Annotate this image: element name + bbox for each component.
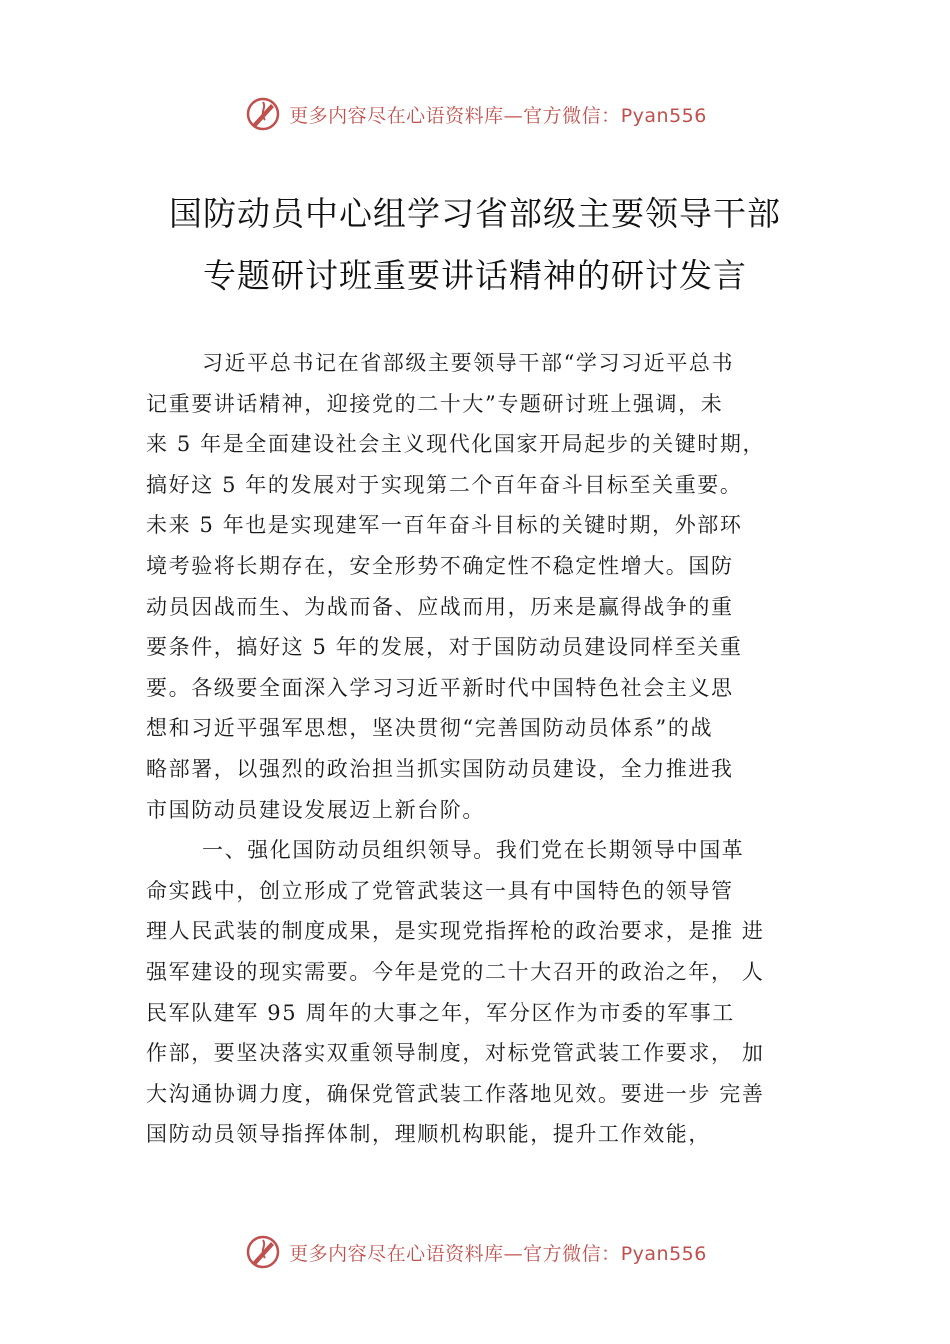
paragraph-line: 作部，要坚决落实双重领导制度，对标党管武装工作要求， 加	[146, 1041, 765, 1066]
paragraph-line: 大沟通协调力度，确保党管武装工作落地见效。要进一步 完善	[146, 1081, 765, 1106]
wechat-id: Pyan556	[620, 104, 707, 127]
paragraph-line: 动员因战而生、为战而备、应战而用，历来是赢得战争的重	[146, 594, 734, 619]
paragraph-line: 记重要讲话精神，迎接党的二十大”专题研讨班上强调，未	[146, 391, 724, 416]
paragraph-line: 习近平总书记在省部级主要领导干部“学习习近平总书	[202, 351, 735, 375]
paragraph-line: 境考验将长期存在，安全形势不确定性不稳定性增大。国防	[146, 553, 734, 578]
paragraph-line: 要条件，搞好这 5 年的发展，对于国防动员建设同样至关重	[146, 635, 743, 660]
paragraph-line: 要。各级要全面深入学习习近平新时代中国特色社会主义思	[146, 675, 734, 700]
paragraph-line: 市国防动员建设发展迈上新台阶。	[146, 797, 485, 822]
paragraph-line: 想和习近平强军思想，坚决贯彻“完善国防动员体系”的战	[146, 716, 714, 741]
paragraph-line: 命实践中，创立形成了党管武装这一具有中国特色的领导管	[146, 878, 734, 903]
wechat-id: Pyan556	[620, 1242, 707, 1265]
page-title-line-2: 专题研讨班重要讲话精神的研讨发言	[203, 256, 747, 295]
paragraph-line: 略部署，以强烈的政治担当抓实国防动员建设，全力推进我	[146, 756, 734, 781]
banner-text: 更多内容尽在心语资料库—官方微信：Pyan556	[289, 1242, 707, 1265]
page-title-line-1: 国防动员中心组学习省部级主要领导干部	[169, 194, 781, 233]
header-banner	[0, 94, 950, 134]
paragraph-line: 搞好这 5 年的发展对于实现第二个百年奋斗目标至关重要。	[146, 472, 743, 497]
document-body	[146, 343, 826, 1155]
banner-text: 更多内容尽在心语资料库—官方微信：Pyan556	[289, 104, 707, 127]
pen-logo-icon	[243, 94, 283, 134]
paragraph-line: 一、强化国防动员组织领导。我们党在长期领导中国革	[202, 838, 745, 863]
paragraph-line: 未来 5 年也是实现建军一百年奋斗目标的关键时期，外部环	[146, 513, 743, 538]
paragraph-line: 强军建设的现实需要。今年是党的二十大召开的政治之年， 人	[146, 959, 765, 984]
footer-banner	[0, 1232, 950, 1272]
paragraph-line: 来 5 年是全面建设社会主义现代化国家开局起步的关键时期，	[146, 432, 766, 457]
paragraph-line: 国防动员领导指挥体制，理顺机构职能，提升工作效能，	[146, 1122, 711, 1147]
paragraph-line: 理人民武装的制度成果，是实现党指挥枪的政治要求，是推 进	[146, 919, 765, 944]
pen-logo-icon	[243, 1232, 283, 1272]
paragraph-line: 民军队建军 95 周年的大事之年，军分区作为市委的军事工	[146, 1000, 735, 1025]
